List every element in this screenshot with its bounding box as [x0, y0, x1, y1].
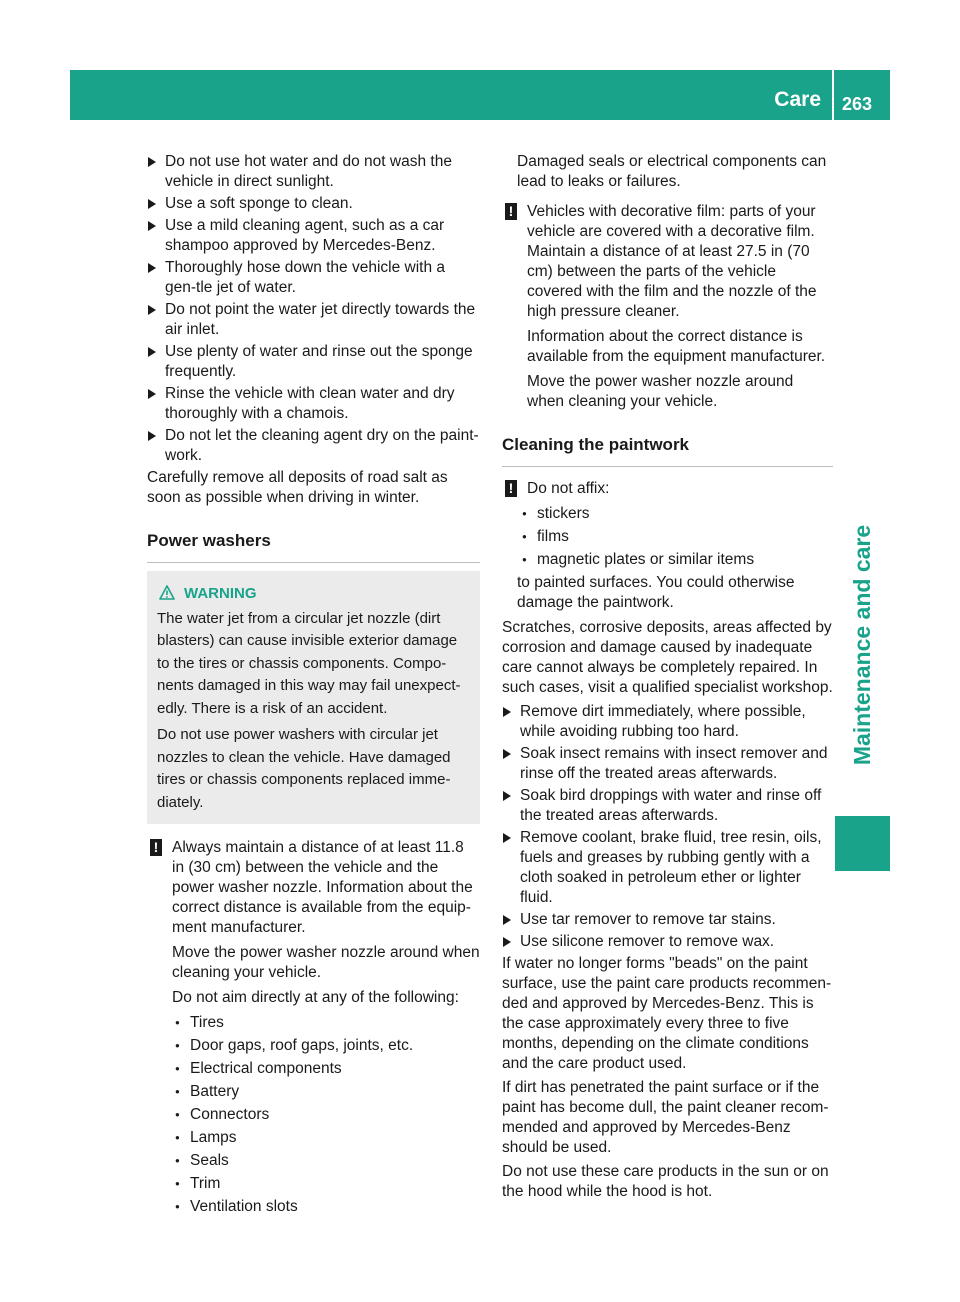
list-item: ● Seals: [172, 1151, 480, 1171]
step-item: Rinse the vehicle with clean water and dry thoroughly with a chamois.: [147, 384, 480, 424]
list-item: ● Lamps: [172, 1128, 480, 1148]
paragraph-sun: Do not use these care products in the sun or on the hood while the hood is hot.: [502, 1163, 829, 1200]
step-item: Remove dirt immediately, where possible, while avoiding rubbing too hard.: [502, 702, 833, 742]
paragraph-beads: If water no longer forms "beads" on the paint surface, use the paint care products recommen-ded and approved by Mercedes-Benz. This is the case approximately every three to five months, depending on the climate conditions and the care product used.: [502, 955, 832, 1072]
step-item: Use a soft sponge to clean.: [147, 194, 480, 214]
list-item: ● Electrical components: [172, 1059, 480, 1079]
notice-text: Do not aim directly at any of the following:: [172, 989, 459, 1006]
header-divider: [832, 70, 834, 120]
exclamation-icon: !: [150, 839, 162, 856]
notice-text: Always maintain a distance of at least 11.8 in (30 cm) between the vehicle and the power washer nozzle. Information about the correct distance is available from the equip-ment manufacturer.: [172, 839, 473, 936]
notice-text: Vehicles with decorative film: parts of your vehicle are covered with a decorative film. Maintain a distance of at least 27.5 in (70 cm) between the parts of the vehicle covered with the film and the nozzle of the high pressure cleaner.: [527, 203, 817, 320]
notice-do-not-affix: [502, 479, 833, 499]
paragraph-damaged-seals: Damaged seals or electrical components can lead to leaks or failures.: [517, 153, 827, 190]
step-item: Use plenty of water and rinse out the sponge frequently.: [147, 342, 480, 382]
chapter-marker: [835, 816, 890, 871]
step-item: Soak insect remains with insect remover and rinse off the treated areas afterwards.: [502, 744, 833, 784]
step-item: Do not use hot water and do not wash the vehicle in direct sunlight.: [147, 152, 480, 192]
warning-heading: [157, 583, 470, 606]
chapter-tab: [835, 480, 890, 810]
notice-distance: [147, 838, 480, 1217]
notice-text: Move the power washer nozzle around when cleaning your vehicle.: [172, 944, 480, 981]
page-header: [70, 70, 890, 120]
list-item: ● Ventilation slots: [172, 1197, 480, 1217]
list-item: ● Connectors: [172, 1105, 480, 1125]
list-item: ● stickers: [519, 504, 833, 524]
notice-text: Information about the correct distance is available from the equipment manufacturer.: [527, 328, 826, 365]
heading-cleaning-paintwork: Cleaning the paintwork: [502, 434, 833, 467]
notice-decorative-film: [502, 202, 833, 412]
list-item: ● Door gaps, roof gaps, joints, etc.: [172, 1036, 480, 1056]
step-item: Thoroughly hose down the vehicle with a gen-tle jet of water.: [147, 258, 480, 298]
notice-text: Move the power washer nozzle around when cleaning your vehicle.: [527, 373, 794, 410]
paragraph-scratches: Scratches, corrosive deposits, areas affected by corrosion and damage caused by inadequate care cannot always be completely repaired. In such cases, visit a qualified specialist workshop.: [502, 619, 833, 696]
warning-box: [147, 571, 480, 824]
paragraph-road-salt: Carefully remove all deposits of road salt as soon as possible when driving in winter.: [147, 469, 448, 506]
section-title: Care: [774, 88, 821, 111]
left-column: [147, 152, 480, 1220]
step-item: Do not let the cleaning agent dry on the paint-work.: [147, 426, 480, 466]
notice-text: Do not affix:: [527, 480, 610, 497]
step-item: Use a mild cleaning agent, such as a car shampoo approved by Mercedes-Benz.: [147, 216, 480, 256]
step-item: Use silicone remover to remove wax.: [502, 932, 833, 952]
warning-text: The water jet from a circular jet nozzle (dirt blasters) can cause invisible exterior damage to the tires or chassis components. Compo-nents damaged in this way may fail unexpect-edly. There is a risk of an accident.: [157, 609, 461, 717]
warning-text: Do not use power washers with circular jet nozzles to clean the vehicle. Have damaged tires or chassis components replaced imme-diately.: [157, 726, 451, 811]
list-item: ● Tires: [172, 1013, 480, 1033]
right-column: [502, 152, 833, 1206]
step-item: Remove coolant, brake fluid, tree resin, oils, fuels and greases by rubbing gently with a cloth soaked in petroleum ether or lighter fluid.: [502, 828, 833, 908]
step-item: Soak bird droppings with water and rinse off the treated areas afterwards.: [502, 786, 833, 826]
exclamation-icon: !: [505, 480, 517, 497]
step-item: Do not point the water jet directly towards the air inlet.: [147, 300, 480, 340]
exclamation-icon: !: [505, 203, 517, 220]
notice-text: to painted surfaces. You could otherwise damage the paintwork.: [517, 574, 795, 611]
warning-triangle-icon: [159, 585, 175, 600]
warning-label: WARNING: [184, 585, 257, 602]
step-item: Use tar remover to remove tar stains.: [502, 910, 833, 930]
chapter-tab-label: Maintenance and care: [849, 524, 875, 766]
list-item: ● Trim: [172, 1174, 480, 1194]
list-item: ● Battery: [172, 1082, 480, 1102]
heading-power-washers: Power washers: [147, 530, 480, 563]
page-number: 263: [842, 94, 873, 114]
paragraph-dull-paint: If dirt has penetrated the paint surface or if the paint has become dull, the paint cleaner recom-mended and approved by Mercedes-Benz should be used.: [502, 1079, 829, 1156]
list-item: ● magnetic plates or similar items: [519, 550, 833, 570]
list-item: ● films: [519, 527, 833, 547]
